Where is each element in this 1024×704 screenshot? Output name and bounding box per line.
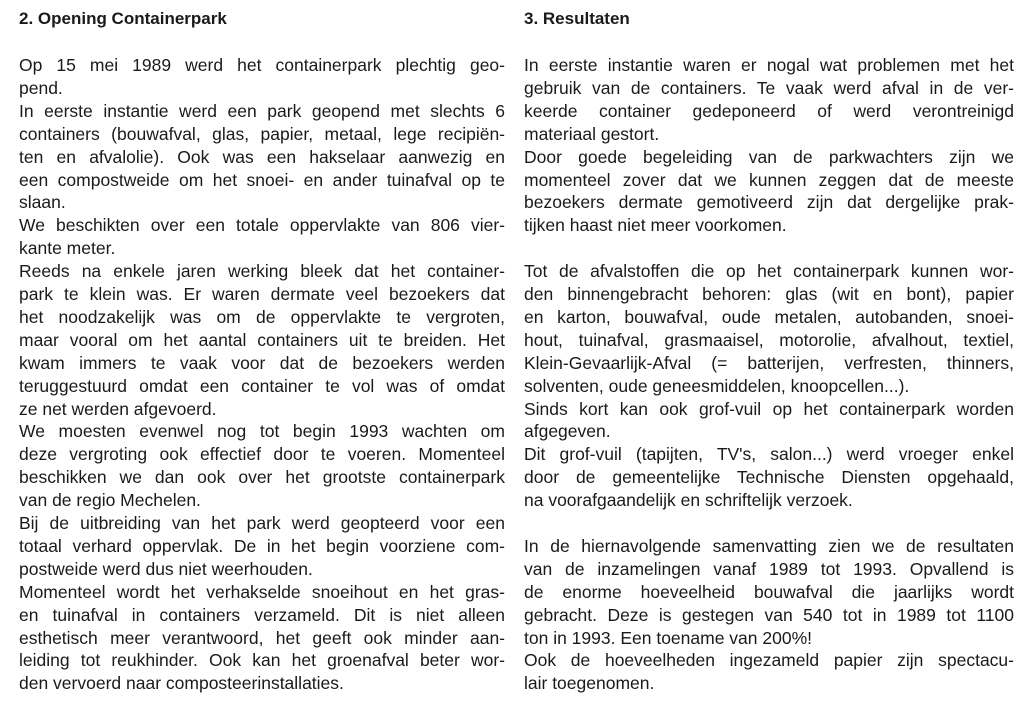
resultaten-text-line: Dit grof-vuil (tapijten, TV's, salon...) werd vroeger enkel: [524, 444, 1014, 465]
resultaten-text-line: lair toegenomen.: [524, 673, 655, 694]
opening-text-line: In eerste instantie werd een park geopend met slechts 6: [19, 100, 505, 121]
opening-text-line: beschikken we dan ook over het grootste containerpark: [19, 467, 505, 488]
opening-text-line: Op 15 mei 1989 werd het containerpark plechtig geo-: [19, 55, 505, 75]
opening-text-line: esthetisch meer verantwoord, het geeft ook minder aan-: [19, 627, 505, 648]
section-heading-resultaten: 3. Resultaten: [524, 9, 630, 28]
opening-text-line: een compostweide om het snoei- en ander tuinafval op te: [19, 169, 505, 190]
opening-text-line: We moesten evenwel nog tot begin 1993 wachten om: [19, 421, 505, 442]
opening-text-line: slaan.: [19, 192, 66, 213]
resultaten-text-line: de enorme hoeveelheid bouwafval die jaarlijks wordt: [524, 581, 1014, 602]
resultaten-text-line: bezoekers dermate gemotiveerd zijn dat dergelijke prak-: [524, 192, 1014, 213]
opening-text-line: ten en afvalolie). Ook was een hakselaar aanwezig en: [19, 146, 505, 167]
resultaten-text-line: den binnengebracht behoren: glas (wit en bont), papier: [524, 284, 1014, 304]
opening-text-line: We beschikten over een totale oppervlakte van 806 vier-: [19, 215, 505, 236]
opening-text-line: teruggestuurd omdat een container te vol was of omdat: [19, 375, 505, 396]
opening-text-line: containers (bouwafval, glas, papier, metaal, lege recipiën-: [19, 123, 505, 144]
resultaten-text-line: materiaal gestort.: [524, 123, 660, 144]
resultaten-text-line: Sinds kort kan ook grof-vuil op het containerpark worden: [524, 398, 1014, 419]
resultaten-text-line: Klein-Gevaarlijk-Afval (= batterijen, verfresten, thinners,: [524, 352, 1014, 373]
resultaten-text-line: In eerste instantie waren er nogal wat problemen met het: [524, 55, 1014, 75]
resultaten-text-line: van de inzamelingen vanaf 1989 tot 1993. Opvallend is: [524, 558, 1014, 579]
opening-text-line: Reeds na enkele jaren werking bleek dat het container-: [19, 261, 505, 282]
resultaten-text-line: Door goede begeleiding van de parkwachters zijn we: [524, 146, 1014, 167]
resultaten-text-line: gebruik van de containers. Te vaak werd afval in de ver-: [524, 77, 1014, 98]
resultaten-text-line: afgegeven.: [524, 421, 611, 442]
resultaten-text-line: Tot de afvalstoffen die op het containerpark kunnen wor-: [524, 261, 1014, 282]
resultaten-text-line: hout, tuinafval, grasmaaisel, motorolie, afvalhout, textiel,: [524, 329, 1014, 350]
section-heading-opening: 2. Opening Containerpark: [19, 9, 227, 28]
opening-text-line: deze vergroting ook effectief door te voeren. Momenteel: [19, 444, 505, 465]
opening-text-line: het noodzakelijk was om de oppervlakte te vergroten,: [19, 306, 505, 327]
resultaten-text-line: gebracht. Deze is gestegen van 540 tot in 1989 tot 1100: [524, 604, 1014, 625]
opening-text-line: en tuinafval in containers verzameld. Dit is niet alleen: [19, 604, 505, 625]
opening-text-line: Bij de uitbreiding van het park werd geopteerd voor een: [19, 513, 505, 533]
opening-text-line: van de regio Mechelen.: [19, 490, 201, 511]
resultaten-text-line: tijken haast niet meer voorkomen.: [524, 215, 787, 236]
opening-text-line: totaal verhard oppervlak. De in het begin voorziene com-: [19, 535, 505, 556]
opening-text-line: den vervoerd naar composteerinstallaties.: [19, 673, 344, 694]
opening-text-line: kwam immers te vaak voor dat de bezoekers werden: [19, 352, 505, 373]
opening-text-line: leiding tot reukhinder. Ook kan het groenafval beter wor-: [19, 650, 505, 671]
resultaten-text-line: en karton, bouwafval, oude metalen, autobanden, snoei-: [524, 306, 1014, 327]
opening-text-line: maar vooral om het aantal containers uit te breiden. Het: [19, 329, 505, 350]
resultaten-text-line: In de hiernavolgende samenvatting zien we de resultaten: [524, 535, 1014, 556]
resultaten-text-line: na voorafgaandelijk en schriftelijk verzoek.: [524, 490, 853, 511]
resultaten-text-line: keerde container gedeponeerd of werd verontreinigd: [524, 100, 1014, 121]
resultaten-text-line: ton in 1993. Een toename van 200%!: [524, 627, 812, 648]
opening-text-line: pend.: [19, 77, 63, 98]
opening-text-line: kante meter.: [19, 238, 116, 259]
resultaten-text-line: momenteel zover dat we kunnen zeggen dat de meeste: [524, 169, 1014, 190]
opening-text-line: postweide werd dus niet weerhouden.: [19, 558, 313, 579]
resultaten-text-line: Ook de hoeveelheden ingezameld papier zijn spectacu-: [524, 650, 1014, 671]
resultaten-text-line: door de gemeentelijke Technische Diensten opgehaald,: [524, 467, 1014, 488]
resultaten-text-line: solventen, oude geneesmiddelen, knoopcellen...).: [524, 375, 910, 396]
opening-text-line: Momenteel wordt het verhakselde snoeihout en het gras-: [19, 581, 505, 602]
opening-text-line: park te klein was. Er waren dermate veel bezoekers dat: [19, 284, 505, 304]
opening-text-line: ze net werden afgevoerd.: [19, 398, 217, 419]
